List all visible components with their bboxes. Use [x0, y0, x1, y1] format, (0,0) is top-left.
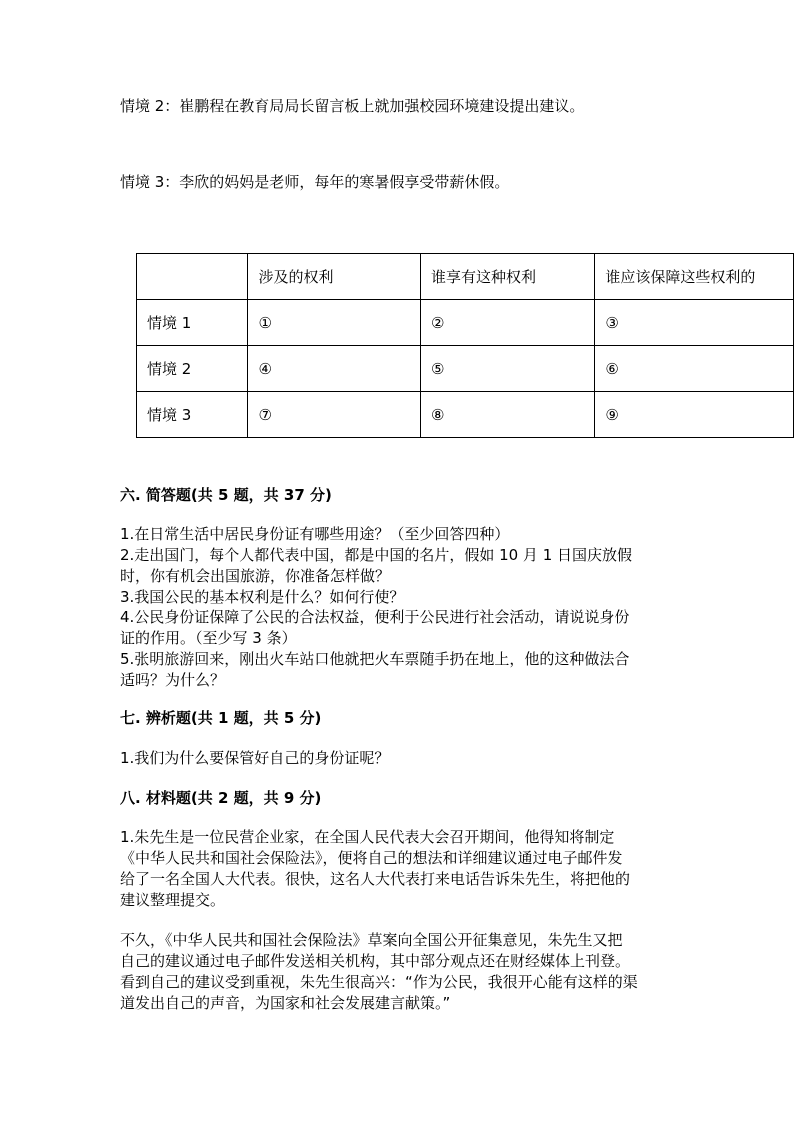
table-cell: 情境 2: [137, 346, 248, 392]
question-line: 时，你有机会出国旅游，你准备怎样做？: [120, 567, 391, 585]
table-header-cell: [137, 254, 248, 300]
table-cell: ⑦: [248, 392, 421, 438]
table-cell: ⑨: [595, 392, 794, 438]
question-line: 5.张明旅游回来，刚出火车站口他就把火车票随手扔在地上，他的这种做法合: [120, 650, 630, 668]
material-line: 看到自己的建议受到重视，朱先生很高兴：“作为公民，我很开心能有这样的渠: [120, 973, 638, 991]
table-cell: ②: [421, 300, 595, 346]
table-header-cell: 谁享有这种权利: [421, 254, 595, 300]
material-line: 《中华人民共和国社会保险法》，便将自己的想法和详细建议通过电子邮件发: [120, 849, 623, 867]
question-line: 4.公民身份证保障了公民的合法权益，便利于公民进行社会活动，请说说身份: [120, 608, 630, 626]
table-header-cell: 涉及的权利: [248, 254, 421, 300]
question-line: 证的作用。（至少写 3 条）: [120, 629, 297, 647]
scenario-2-text: 情境 2：崔鹏程在教育局局长留言板上就加强校园环境建设提出建议。: [120, 97, 585, 115]
table-cell: ⑧: [421, 392, 595, 438]
table-header-row: [137, 254, 794, 300]
material-line: 建议整理提交。: [120, 891, 226, 909]
table-row: [137, 300, 794, 346]
question-line: 1.在日常生活中居民身份证有哪些用途？（至少回答四种）: [120, 525, 510, 543]
question-line: 2.走出国门，每个人都代表中国，都是中国的名片，假如 10 月 1 日国庆放假: [120, 546, 633, 564]
question-line: 1.我们为什么要保管好自己的身份证呢？: [120, 749, 390, 767]
section-6-title: 六. 简答题(共 5 题，共 37 分): [120, 486, 332, 504]
table-row: [137, 346, 794, 392]
material-line: 道发出自己的声音，为国家和社会发展建言献策。”: [120, 994, 451, 1012]
section-8-title: 八. 材料题(共 2 题，共 9 分): [120, 789, 322, 807]
question-line: 适吗？为什么？: [120, 671, 226, 689]
material-line: 1.朱先生是一位民营企业家，在全国人民代表大会召开期间，他得知将制定: [120, 828, 615, 846]
table-cell: ④: [248, 346, 421, 392]
table-cell: ①: [248, 300, 421, 346]
table-cell: 情境 1: [137, 300, 248, 346]
table-row: [137, 392, 794, 438]
table-cell: ③: [595, 300, 794, 346]
table-cell: 情境 3: [137, 392, 248, 438]
table-header-cell: 谁应该保障这些权利的: [595, 254, 794, 300]
table-cell: ⑤: [421, 346, 595, 392]
material-line: 不久，《中华人民共和国社会保险法》草案向全国公开征集意见，朱先生又把: [120, 931, 623, 949]
section-7-title: 七. 辨析题(共 1 题，共 5 分): [120, 709, 322, 727]
scenario-3-text: 情境 3：李欣的妈妈是老师，每年的寒暑假享受带薪休假。: [120, 173, 510, 191]
material-line: 给了一名全国人大代表。很快，这名人大代表打来电话告诉朱先生，将把他的: [120, 870, 631, 888]
rights-table: [136, 253, 794, 438]
material-line: 自己的建议通过电子邮件发送相关机构，其中部分观点还在财经媒体上刊登。: [120, 952, 631, 970]
question-line: 3.我国公民的基本权利是什么？如何行使？: [120, 588, 405, 606]
table-cell: ⑥: [595, 346, 794, 392]
